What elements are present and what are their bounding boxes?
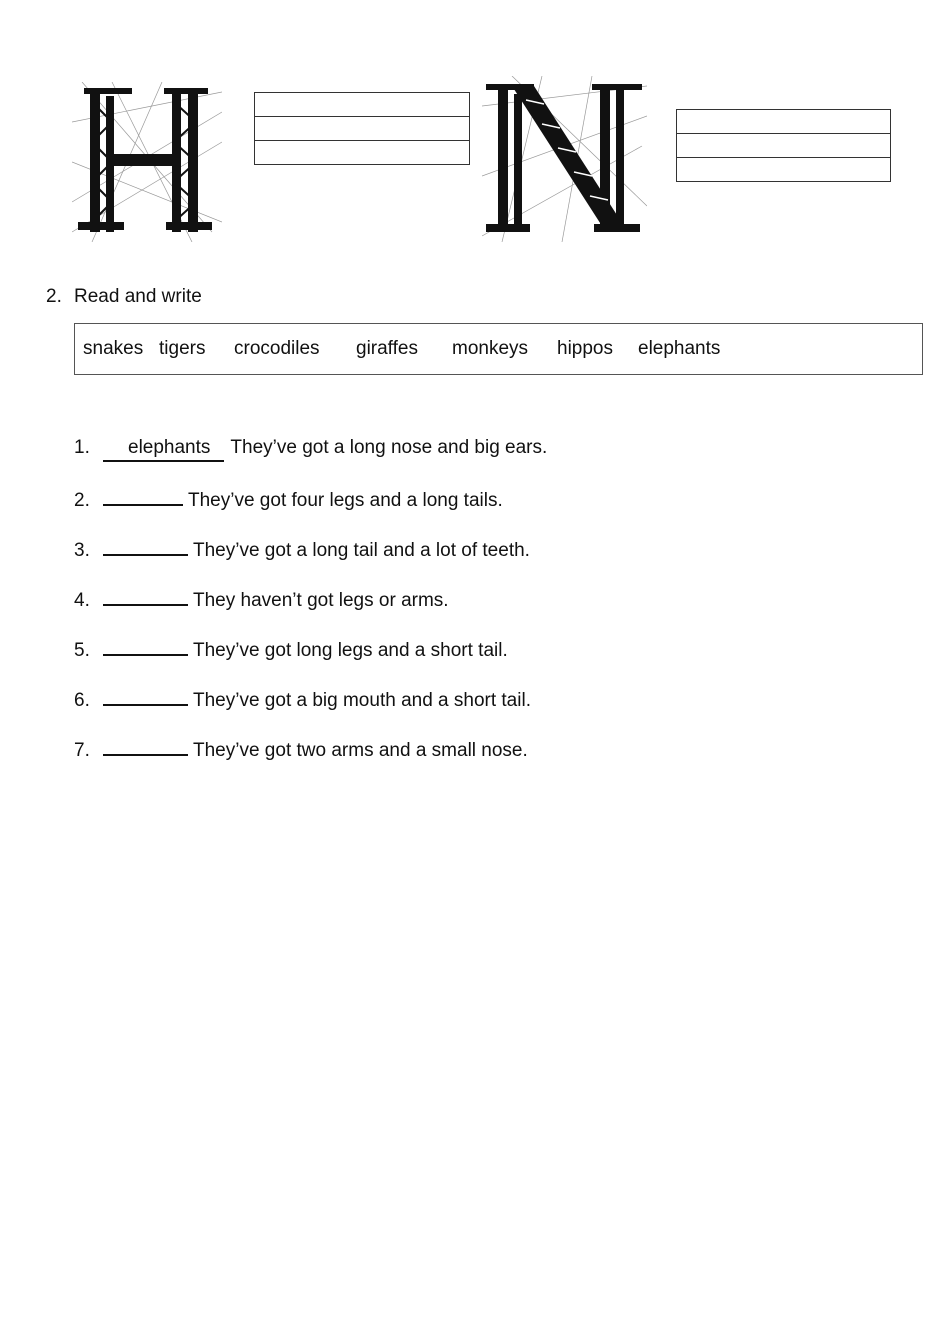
question-text: They’ve got four legs and a long tails.	[188, 490, 503, 511]
question-text: They’ve got a long nose and big ears.	[230, 437, 548, 458]
word-bank-item: snakes	[83, 338, 144, 359]
question-item	[74, 537, 530, 562]
answer-box-row[interactable]	[255, 93, 469, 117]
question-item	[74, 637, 508, 662]
answer-box-row[interactable]	[677, 110, 890, 134]
word-bank-item: elephants	[638, 338, 721, 359]
question-text: They’ve got a long tail and a lot of teeth.	[193, 540, 530, 561]
answer-blank[interactable]	[103, 637, 188, 656]
question-text: They’ve got a big mouth and a short tail.	[193, 690, 531, 711]
question-number: 1.	[74, 437, 90, 458]
answer-box-row[interactable]	[255, 141, 469, 165]
answer-blank[interactable]	[103, 687, 188, 706]
word-bank-item: crocodiles	[234, 338, 320, 359]
question-item	[74, 737, 528, 762]
question-item	[74, 437, 547, 459]
question-number: 2.	[74, 490, 90, 511]
question-number: 4.	[74, 590, 90, 611]
answer-text: elephants	[128, 437, 211, 458]
question-item	[74, 687, 531, 712]
answer-box-row[interactable]	[677, 134, 890, 158]
question-number: 6.	[74, 690, 90, 711]
section-number: 2.	[46, 286, 62, 307]
answer-box-h[interactable]	[254, 92, 470, 165]
section-title: Read and write	[74, 286, 202, 307]
word-bank-item: giraffes	[356, 338, 418, 359]
crane-letter-n-icon	[482, 76, 647, 242]
answer-field[interactable]	[103, 437, 224, 459]
answer-blank[interactable]	[103, 537, 188, 556]
question-text: They’ve got two arms and a small nose.	[193, 740, 528, 761]
section-heading	[46, 286, 202, 308]
answer-blank[interactable]	[103, 487, 183, 506]
answer-blank[interactable]	[103, 587, 188, 606]
answer-box-n[interactable]	[676, 109, 891, 182]
word-bank-item: monkeys	[452, 338, 529, 359]
answer-box-row[interactable]	[677, 158, 890, 182]
question-item	[74, 487, 503, 512]
word-bank-item: tigers	[159, 338, 206, 359]
question-text: They haven’t got legs or arms.	[193, 590, 449, 611]
crane-letter-h-icon	[72, 82, 222, 242]
question-number: 7.	[74, 740, 90, 761]
question-text: They’ve got long legs and a short tail.	[193, 640, 508, 661]
question-number: 5.	[74, 640, 90, 661]
word-bank-item: hippos	[557, 338, 613, 359]
answer-box-row[interactable]	[255, 117, 469, 141]
question-item	[74, 587, 449, 612]
question-number: 3.	[74, 540, 90, 561]
answer-blank[interactable]	[103, 737, 188, 756]
word-bank	[74, 323, 923, 375]
